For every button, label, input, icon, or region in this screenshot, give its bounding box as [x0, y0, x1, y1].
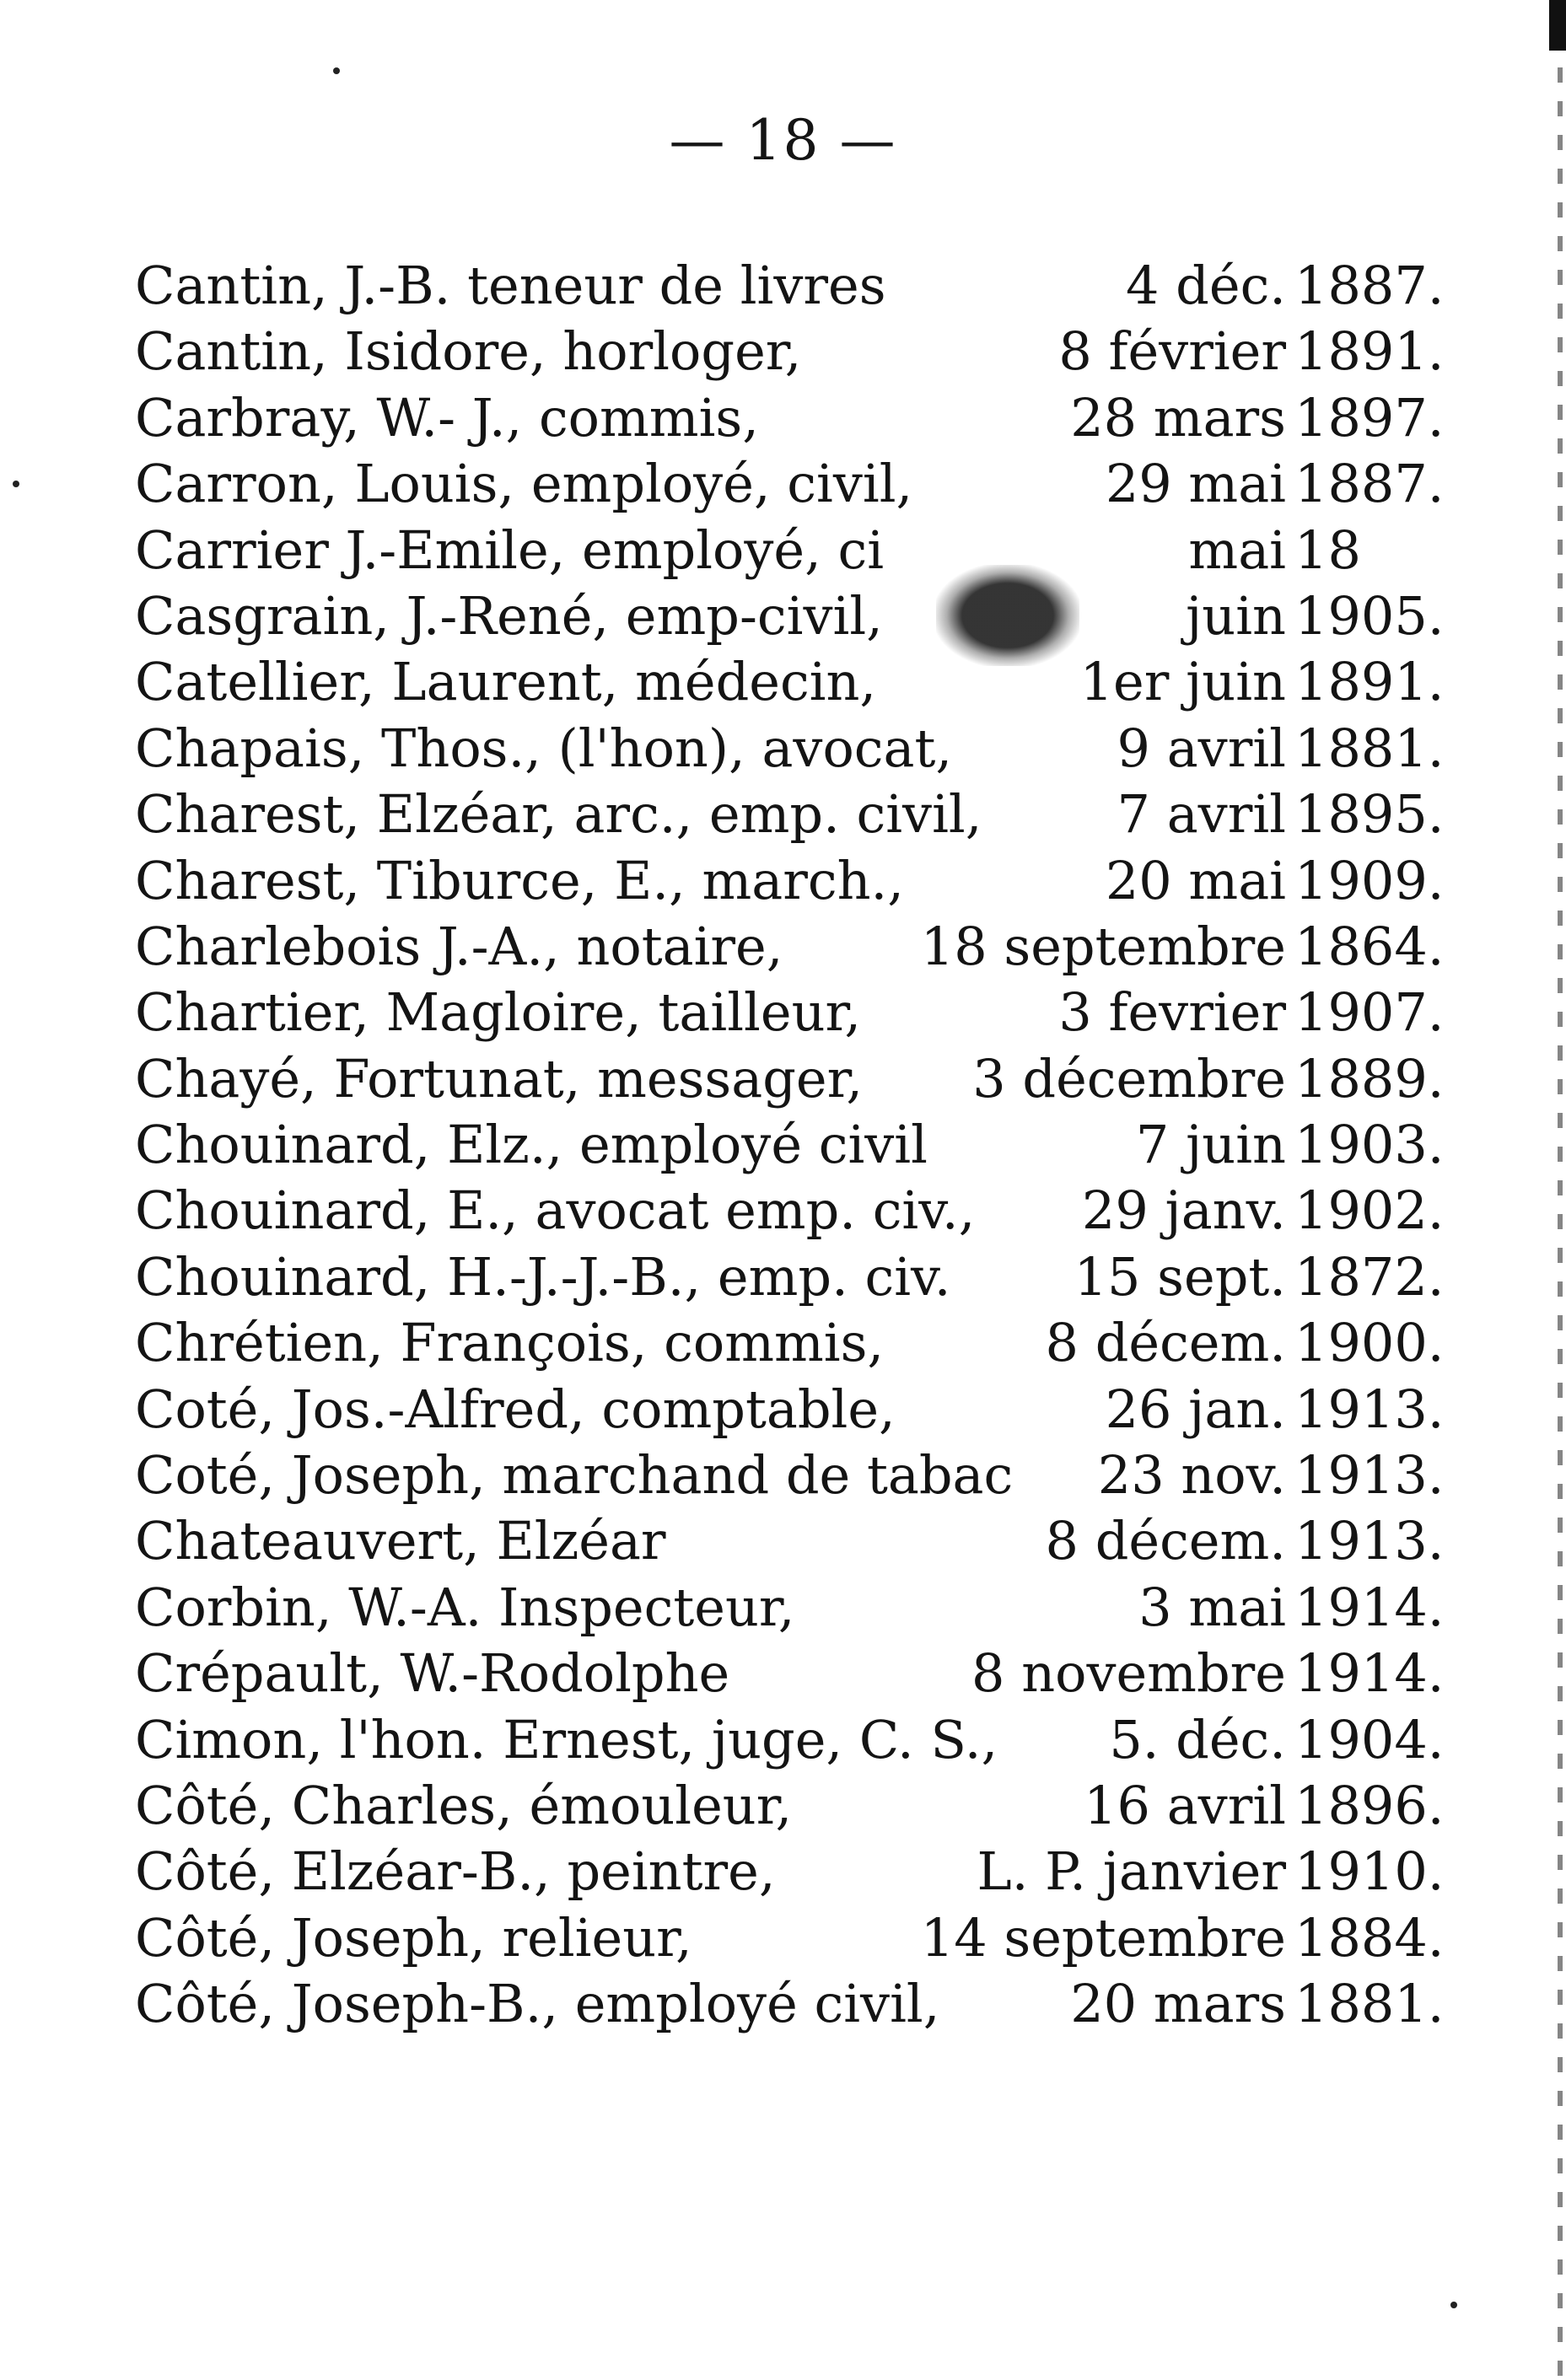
list-item — [135, 1971, 1446, 2037]
entry-date: 8 décem. — [1045, 1312, 1286, 1374]
entry-date: 4 déc. — [1126, 255, 1286, 316]
entry-date: 8 février — [1058, 320, 1286, 383]
entry-year: 1891. — [1294, 320, 1445, 383]
entry-name: Coté, Joseph, marchand de tabac — [135, 1444, 1014, 1507]
entry-date: 23 nov. — [1097, 1444, 1286, 1507]
entry-year: 1909. — [1294, 849, 1445, 911]
entry-name: Chouinard, H.-J.-J.-B., emp. civ. — [135, 1245, 951, 1308]
entry-date: 29 mai — [1105, 453, 1286, 515]
entry-year: 1887. — [1294, 453, 1445, 515]
list-item — [135, 1508, 1446, 1574]
list-item — [135, 1773, 1446, 1839]
entry-date: L. P. janvier — [977, 1840, 1286, 1903]
list-item — [135, 1112, 1446, 1178]
entry-year: 1897. — [1294, 386, 1445, 449]
entry-date: 1er juin — [1079, 651, 1286, 713]
entry-date: 20 mai — [1105, 849, 1286, 911]
entry-name: Cimon, l'hon. Ernest, juge, C. S., — [135, 1708, 998, 1770]
list-item — [135, 1575, 1446, 1641]
list-item — [135, 1377, 1446, 1443]
list-item — [135, 716, 1446, 782]
entry-name: Charest, Elzéar, arc., emp. civil, — [135, 783, 982, 846]
entry-date: 7 juin — [1135, 1114, 1286, 1176]
list-item — [135, 1905, 1446, 1971]
entry-year: 1887. — [1294, 255, 1445, 316]
entry-name: Catellier, Laurent, médecin, — [135, 651, 877, 713]
entry-date: 8 novembre — [971, 1642, 1286, 1705]
entry-year: 1904. — [1294, 1708, 1445, 1770]
entry-name: Côté, Charles, émouleur, — [135, 1774, 793, 1836]
entry-name: Chouinard, Elz., employé civil — [135, 1114, 928, 1176]
list-item — [135, 583, 1446, 649]
entry-year: 1900. — [1294, 1312, 1445, 1374]
entry-year: 1913. — [1294, 1378, 1445, 1440]
entry-name: Côté, Joseph-B., employé civil, — [135, 1973, 940, 2035]
entry-year: 1914. — [1294, 1576, 1445, 1638]
list-item — [135, 385, 1446, 451]
entry-date: 28 mars — [1070, 386, 1286, 449]
entry-year: 1872. — [1294, 1245, 1445, 1308]
entry-name: Carron, Louis, employé, civil, — [135, 453, 913, 515]
list-item — [135, 518, 1446, 583]
entry-name: Carbray, W.- J., commis, — [135, 386, 759, 449]
entry-date: 5. déc. — [1109, 1708, 1286, 1770]
entry-year: 18 — [1294, 518, 1361, 581]
entry-date: 15 sept. — [1074, 1245, 1286, 1308]
entry-name: Chayé, Fortunat, messager, — [135, 1047, 864, 1109]
entry-year: 1905. — [1294, 584, 1445, 647]
entry-year: 1895. — [1294, 783, 1445, 846]
entry-name: Charest, Tiburce, E., march., — [135, 849, 904, 911]
entry-name: Casgrain, J.-René, emp-civil, — [135, 584, 883, 647]
entry-list — [135, 253, 1446, 2038]
entry-year: 1891. — [1294, 651, 1445, 713]
list-item — [135, 1178, 1446, 1244]
scan-edge-line — [1558, 0, 1563, 2380]
list-item — [135, 1641, 1446, 1706]
entry-date: 16 avril — [1084, 1774, 1286, 1836]
entry-name: Corbin, W.-A. Inspecteur, — [135, 1576, 795, 1638]
list-item — [135, 1707, 1446, 1773]
entry-name: Chrétien, François, commis, — [135, 1312, 885, 1374]
entry-date: 26 jan. — [1105, 1378, 1286, 1440]
entry-name: Coté, Jos.-Alfred, comptable, — [135, 1378, 896, 1440]
entry-year: 1907. — [1294, 981, 1445, 1044]
list-item — [135, 1046, 1446, 1112]
list-item — [135, 782, 1446, 847]
entry-name: Cantin, J.-B. teneur de livres — [135, 255, 886, 316]
entry-name: Côté, Joseph, relieur, — [135, 1906, 692, 1969]
list-item — [135, 1244, 1446, 1310]
entry-year: 1881. — [1294, 1973, 1445, 2035]
entry-year: 1903. — [1294, 1114, 1445, 1176]
entry-year: 1884. — [1294, 1906, 1445, 1969]
entry-name: Carrier J.-Emile, employé, ci — [135, 518, 885, 581]
entry-name: Chapais, Thos., (l'hon), avocat, — [135, 717, 953, 779]
list-item — [135, 914, 1446, 980]
entry-name: Chateauvert, Elzéar — [135, 1510, 666, 1572]
entry-year: 1914. — [1294, 1642, 1445, 1705]
ink-blot — [936, 565, 1079, 666]
scan-speck — [1450, 2302, 1457, 2308]
entry-name: Crépault, W.-Rodolphe — [135, 1642, 730, 1705]
entry-name: Côté, Elzéar-B., peintre, — [135, 1840, 776, 1903]
list-item — [135, 649, 1446, 715]
entry-name: Cantin, Isidore, horloger, — [135, 320, 802, 383]
entry-year: 1881. — [1294, 717, 1445, 779]
entry-date: 14 septembre — [920, 1906, 1286, 1969]
entry-year: 1913. — [1294, 1510, 1445, 1572]
entry-date: 3 mai — [1138, 1576, 1286, 1638]
entry-date: 20 mars — [1070, 1973, 1286, 2035]
entry-year: 1889. — [1294, 1047, 1445, 1109]
list-item — [135, 1310, 1446, 1376]
entry-year: 1896. — [1294, 1774, 1445, 1836]
page-number: — 18 — — [669, 108, 897, 173]
list-item — [135, 1839, 1446, 1905]
entry-date: 9 avril — [1117, 717, 1286, 779]
entry-year: 1913. — [1294, 1444, 1445, 1507]
entry-date: juin — [1186, 584, 1286, 647]
entry-date: 29 janv. — [1081, 1179, 1286, 1242]
entry-date: 3 décembre — [972, 1047, 1286, 1109]
entry-date: mai — [1188, 518, 1286, 581]
list-item — [135, 1443, 1446, 1508]
list-item — [135, 848, 1446, 914]
list-item — [135, 451, 1446, 517]
entry-date: 18 septembre — [920, 915, 1286, 977]
entry-name: Charlebois J.-A., notaire, — [135, 915, 783, 977]
entry-year: 1864. — [1294, 915, 1445, 977]
list-item — [135, 319, 1446, 384]
entry-name: Chouinard, E., avocat emp. civ., — [135, 1179, 976, 1242]
entry-name: Chartier, Magloire, tailleur, — [135, 981, 862, 1044]
entry-date: 7 avril — [1117, 783, 1286, 846]
entry-year: 1902. — [1294, 1179, 1445, 1242]
entry-year: 1910. — [1294, 1840, 1445, 1903]
scan-speck — [333, 67, 340, 74]
list-item — [135, 980, 1446, 1045]
entry-date: 8 décem. — [1045, 1510, 1286, 1572]
list-item — [135, 253, 1446, 319]
entry-date: 3 fevrier — [1058, 981, 1286, 1044]
scan-speck — [13, 481, 19, 487]
scan-edge-mark — [1549, 0, 1566, 51]
